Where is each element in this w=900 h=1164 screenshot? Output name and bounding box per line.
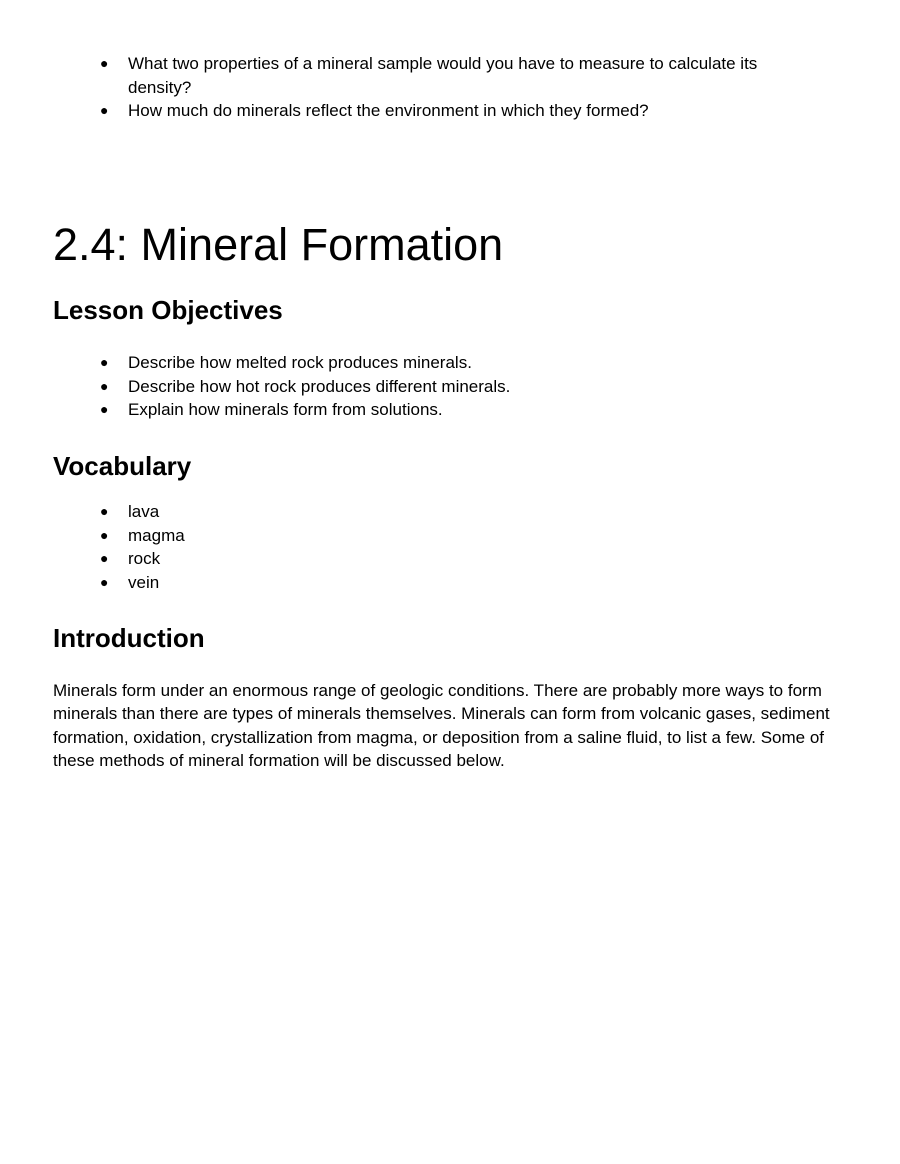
objectives-list	[0, 351, 788, 422]
introduction-paragraph: Minerals form under an enormous range of geologic conditions. There are probably more ways to form minerals than there are types of minerals themselves. Minerals can form from volcanic gases, sediment formation, oxidation, crystallization from magma, or deposition from a saline fluid, to list a few. Some of these methods of mineral formation will be discussed below.	[53, 681, 830, 770]
bullet-icon: ●	[100, 550, 109, 566]
list-item-text: magma	[128, 525, 185, 545]
bullet-icon: ●	[100, 526, 109, 543]
list-item	[0, 351, 788, 375]
list-item	[0, 398, 788, 422]
list-item-text: lava	[128, 502, 160, 521]
list-item-text: vein	[128, 572, 160, 592]
section-title: 2.4: Mineral Formation	[53, 219, 504, 270]
vocabulary-heading: Vocabulary	[53, 451, 192, 481]
list-item	[0, 500, 788, 524]
list-item	[0, 547, 788, 571]
list-item-text: Explain how minerals form from solutions.	[128, 400, 443, 419]
list-item	[0, 524, 788, 548]
vocabulary-list	[0, 500, 788, 594]
list-item-text: Describe how melted rock produces minerals.	[128, 353, 472, 372]
review-questions-list	[0, 52, 788, 123]
list-item	[0, 99, 788, 123]
list-item	[0, 52, 788, 99]
list-item-text: Describe how hot rock produces different minerals.	[128, 376, 511, 396]
objectives-heading: Lesson Objectives	[53, 295, 283, 325]
list-item-text: rock	[128, 549, 161, 568]
list-item-text: How much do minerals reflect the environment in which they formed?	[128, 101, 649, 120]
bullet-icon: ●	[100, 401, 109, 417]
list-item	[0, 375, 788, 399]
bullet-icon: ●	[100, 55, 109, 71]
list-item-text: What two properties of a mineral sample would you have to measure to calculate its density?	[128, 54, 758, 97]
bullet-icon: ●	[100, 377, 109, 394]
introduction-heading: Introduction	[53, 623, 205, 653]
list-item	[0, 571, 788, 595]
bullet-icon: ●	[100, 102, 109, 118]
bullet-icon: ●	[100, 503, 109, 519]
bullet-icon: ●	[100, 573, 109, 590]
bullet-icon: ●	[100, 354, 109, 370]
